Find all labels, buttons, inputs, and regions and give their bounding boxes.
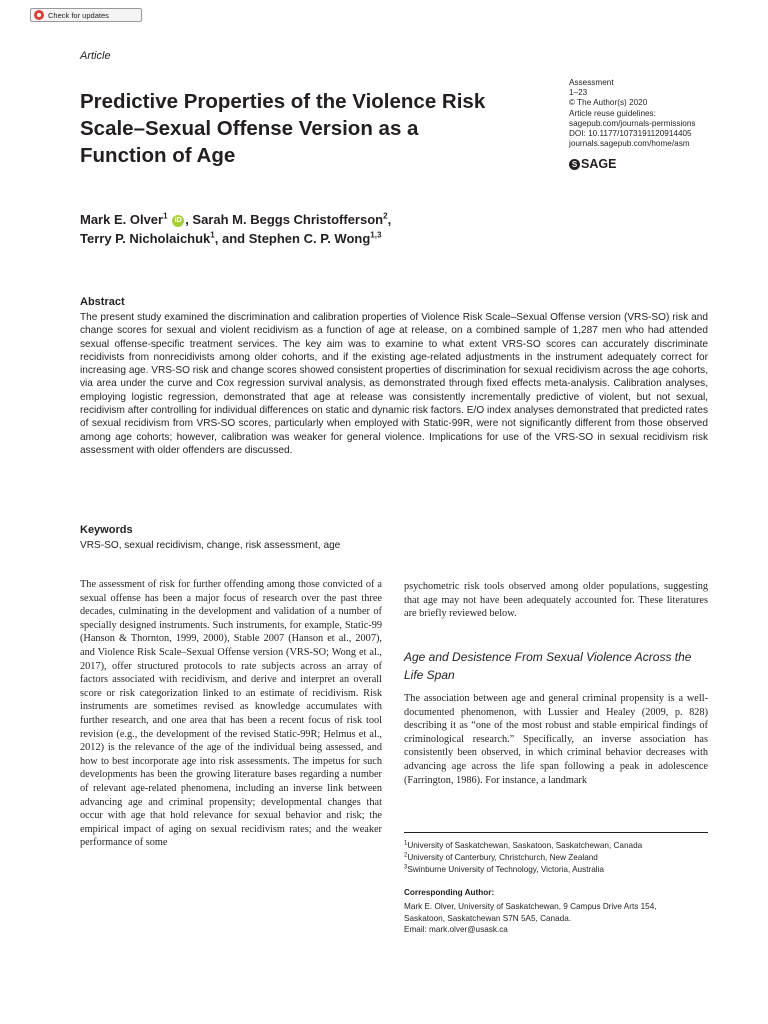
author-wong: , and Stephen C. P. Wong — [214, 231, 371, 246]
journal-home-link[interactable]: journals.sagepub.com/home/asm — [569, 139, 690, 149]
journal-copyright: © The Author(s) 2020 — [569, 98, 648, 108]
author-list — [80, 210, 680, 248]
affiliation-number: 3 — [404, 864, 408, 871]
author-christofferson: , Sarah M. Beggs Christofferson — [185, 212, 384, 227]
affiliation-item — [404, 864, 708, 876]
article-type-label: Article — [80, 50, 111, 62]
abstract-text: The present study examined the discrimination and calibration properties of Violence Risk Scale–Sexual Offense version (VRS-SO) risk and change scores for sexual and violent recidivism as a function of age at release, on a combined sample of 1,287 men who had attended sexual offense-specific treatment services. The key aim was to examine to what extent VRS-SO scores can accurately discriminate recidivists from nonrecidivists among older cohorts, and if the existing age-related adjustments in the instrument adequately correct for increasing age. VRS-SO risk and change scores showed consistent properties of discrimination for sexual recidivism across the age cohorts, via area under the curve and Cox regression survival analysis, as demonstrated through fixed effects meta-analysis. Calibration analyses, employing logistic regression, demonstrated that age at release was consistently incrementally predictive of violent, but not sexual, recidivism after controlling for individual differences on static and dynamic risk factors. E/O index analyses demonstrated that predicted rates of sexual recidivism from VRS-SO scores, particularly when employed with Static-99R, were not significantly different from those observed among age cohorts; however, calibration was weaker for general violence. Implications for use of the VRS-SO in sexual recidivism risk assessment with older offenders are discussed. — [80, 312, 708, 456]
corresponding-address-line: Saskatoon, Saskatchewan S7N 5A5, Canada. — [404, 913, 572, 923]
corresponding-author-details — [404, 901, 708, 936]
keywords-text: VRS-SO, sexual recidivism, change, risk assessment, age — [80, 540, 341, 551]
journal-pages: 1–23 — [569, 88, 588, 98]
corresponding-email[interactable]: Email: mark.olver@usask.ca — [404, 925, 508, 934]
body-left-column: The assessment of risk for further offending among those convicted of a sexual offense has been a major focus of research over the past three decades, culminating in the development and validation of a number of specially designed instruments. Such instruments, for example, Static-99 (Hanson & Thornton, 1999, 2000), Stable 2007 (Hanson et al., 2007), and Violence Risk Scale–Sexual Offense version (VRS-SO; Wong et al., 2017), offer structured protocols to rate subjects across an array of factors associated with recidivism, and derive and interpret an overall score or risk categorization linked to an estimate of recidivism. Risk instruments are sometimes revised as knowledge accumulates with further research, and one area that has been a recent focus of risk tool revision (e.g., the development of the revised Static-99R; Helmus et al., 2012) is the relevance of the age of the individual being assessed, and how to best incorporate age into risk assessments. The impetus for such developments has been the growing literature bases regarding a number of relevant age-related phenomena, including an inverse link between advancing age and criminal propensity; developmental changes that occur with age that hold relevance for sexual behavior and risk; the empirical impact of aging on sexual recidivism rates; and the weaker performance of some — [80, 579, 382, 849]
publisher-name: SAGE — [581, 157, 617, 171]
journal-name: Assessment — [569, 78, 614, 87]
body-right-column-section: The association between age and general criminal propensity is a well-documented phenomenon, with Lussier and Healey (2009, p. 828) describing it as “one of the most robust and stable empirical findings of criminological research.” Specifically, an inverse association has consistently been observed, in which criminal behavior decreases with advancing age across the life span following a peak in adolescence (Farrington, 1986). For instance, a landmark — [404, 693, 708, 786]
affiliation-number: 1 — [404, 840, 408, 847]
abstract-heading: Abstract — [80, 296, 125, 308]
author-nicholaichuk-affil: 1 — [210, 230, 215, 240]
body-right-column-intro: psychometric risk tools observed among older populations, suggesting that age may not have been adequately accounted for. These literatures are briefly reviewed below. — [404, 581, 708, 620]
orcid-icon[interactable]: iD — [172, 215, 184, 227]
affiliations — [404, 840, 708, 876]
affiliation-text: University of Saskatchewan, Saskatoon, Saskatchewan, Canada — [407, 841, 643, 850]
author-separator: , — [387, 212, 392, 227]
author-olver-affil: 1 — [163, 211, 168, 221]
journal-doi[interactable]: DOI: 10.1177/1073191120914405 — [569, 129, 692, 139]
check-for-updates-label: Check for updates — [48, 10, 109, 20]
journal-info — [569, 78, 749, 149]
check-for-updates-badge[interactable] — [30, 8, 142, 22]
footnote-divider — [404, 832, 708, 833]
sage-logo-icon: S — [569, 159, 580, 170]
author-olver: Mark E. Olver — [80, 212, 164, 227]
affiliation-number: 2 — [404, 852, 408, 859]
journal-reuse: Article reuse guidelines: — [569, 108, 656, 118]
affiliation-text: University of Canterbury, Christchurch, New Zealand — [407, 853, 598, 862]
author-nicholaichuk: Terry P. Nicholaichuk — [80, 231, 211, 246]
article-title: Predictive Properties of the Violence Risk Scale–Sexual Offense Version as a Function of Age — [80, 90, 486, 167]
affiliation-item — [404, 840, 708, 852]
section-heading: Age and Desistence From Sexual Violence Across the Life Span — [404, 650, 692, 682]
author-wong-affil: 1,3 — [370, 230, 382, 240]
corresponding-address-line: Mark E. Olver, University of Saskatchewan, 9 Campus Drive Arts 154, — [404, 902, 657, 911]
corresponding-author-heading: Corresponding Author: — [404, 888, 495, 897]
journal-permissions-link[interactable]: sagepub.com/journals-permissions — [569, 118, 696, 128]
keywords-heading: Keywords — [80, 524, 133, 536]
publisher-logo — [569, 157, 616, 171]
author-christofferson-affil: 2 — [383, 211, 388, 221]
affiliation-text: Swinburne University of Technology, Victoria, Australia — [407, 865, 604, 874]
crossmark-icon — [34, 10, 44, 20]
affiliation-item — [404, 852, 708, 864]
